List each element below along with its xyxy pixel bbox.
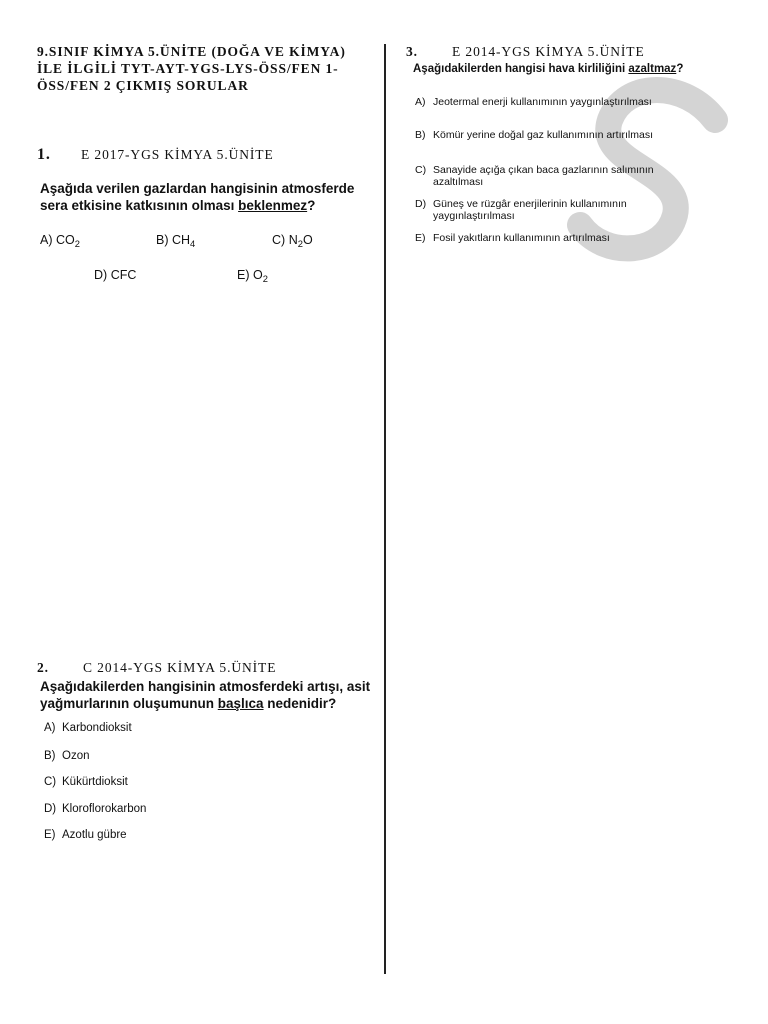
question-2-stem — [40, 678, 370, 712]
question-1-header — [37, 146, 274, 164]
question-2-stem-keyword: başlıca — [217, 696, 264, 711]
question-1-number: 1. — [37, 146, 51, 163]
question-1-option-c[interactable]: C) $N_2O$ — [272, 233, 313, 249]
question-1-option-e[interactable]: E) $O_2$ — [237, 268, 268, 284]
question-2-option-d[interactable]: D) Kloroflorokarbon — [44, 803, 147, 815]
question-1-stem — [40, 180, 354, 214]
question-1-stem-line1: Aşağıda verilen gazlardan hangisinin atmosferde — [40, 181, 355, 196]
title-line-1: 9.SINIF KİMYA 5.ÜNİTE (DOĞA VE KİMYA) — [37, 44, 346, 59]
question-2-option-a[interactable]: A) Karbondioksit — [44, 722, 132, 734]
question-1-stem-line2: sera etkisine katkısının olması beklenmez? — [40, 198, 316, 213]
question-1-option-d[interactable]: D) CFC — [94, 268, 137, 282]
question-3-option-d[interactable]: D) Güneş ve rüzgâr enerjilerinin kullanımının yaygınlaştırılması — [415, 198, 627, 222]
question-2-stem-line1: Aşağıdakilerden hangisinin atmosferdeki artışı, asit — [40, 679, 371, 694]
question-3-header — [406, 44, 645, 60]
question-2-option-c[interactable]: C) Kükürtdioksit — [44, 776, 128, 788]
question-3-option-a[interactable]: A) Jeotermal enerji kullanımının yaygınlaştırılması — [415, 96, 652, 108]
question-2-tag: C 2014-YGS KİMYA 5.ÜNİTE — [83, 660, 277, 675]
question-3-option-b[interactable]: B) Kömür yerine doğal gaz kullanımının artırılması — [415, 129, 654, 141]
question-3-number: 3. — [406, 44, 418, 59]
question-2-header — [37, 660, 276, 676]
question-2-option-b[interactable]: B) Ozon — [44, 750, 90, 762]
question-1-option-b[interactable]: B) $CH_4$ — [156, 233, 196, 249]
title-line-2: İLE İLGİLİ TYT-AYT-YGS-LYS-ÖSS/FEN 1- — [37, 61, 339, 76]
question-3-option-e[interactable]: E) Fosil yakıtların kullanımının artırılması — [415, 232, 610, 244]
question-2-number: 2. — [37, 660, 49, 675]
question-2-stem-line2: yağmurlarının oluşumunun başlıca nedenidir? — [40, 696, 337, 711]
title-line-3: ÖSS/FEN 2 ÇIKMIŞ SORULAR — [37, 78, 249, 93]
question-1-tag: E 2017-YGS KİMYA 5.ÜNİTE — [81, 147, 274, 162]
question-1-stem-keyword: beklenmez — [238, 198, 308, 213]
column-divider — [384, 44, 386, 974]
question-3-stem: Aşağıdakilerden hangisi hava kirliliğini azaltmaz? — [413, 63, 684, 75]
question-2-option-e[interactable]: E) Azotlu gübre — [44, 829, 127, 841]
question-1-option-a[interactable]: A) $CO_2$ — [40, 233, 80, 249]
question-3-tag: E 2014-YGS KİMYA 5.ÜNİTE — [452, 44, 645, 59]
document-title — [37, 43, 367, 94]
question-3-option-c[interactable]: C) Sanayide açığa çıkan baca gazlarının salımının azaltılması — [415, 164, 654, 188]
question-3-stem-keyword: azaltmaz — [628, 63, 677, 75]
